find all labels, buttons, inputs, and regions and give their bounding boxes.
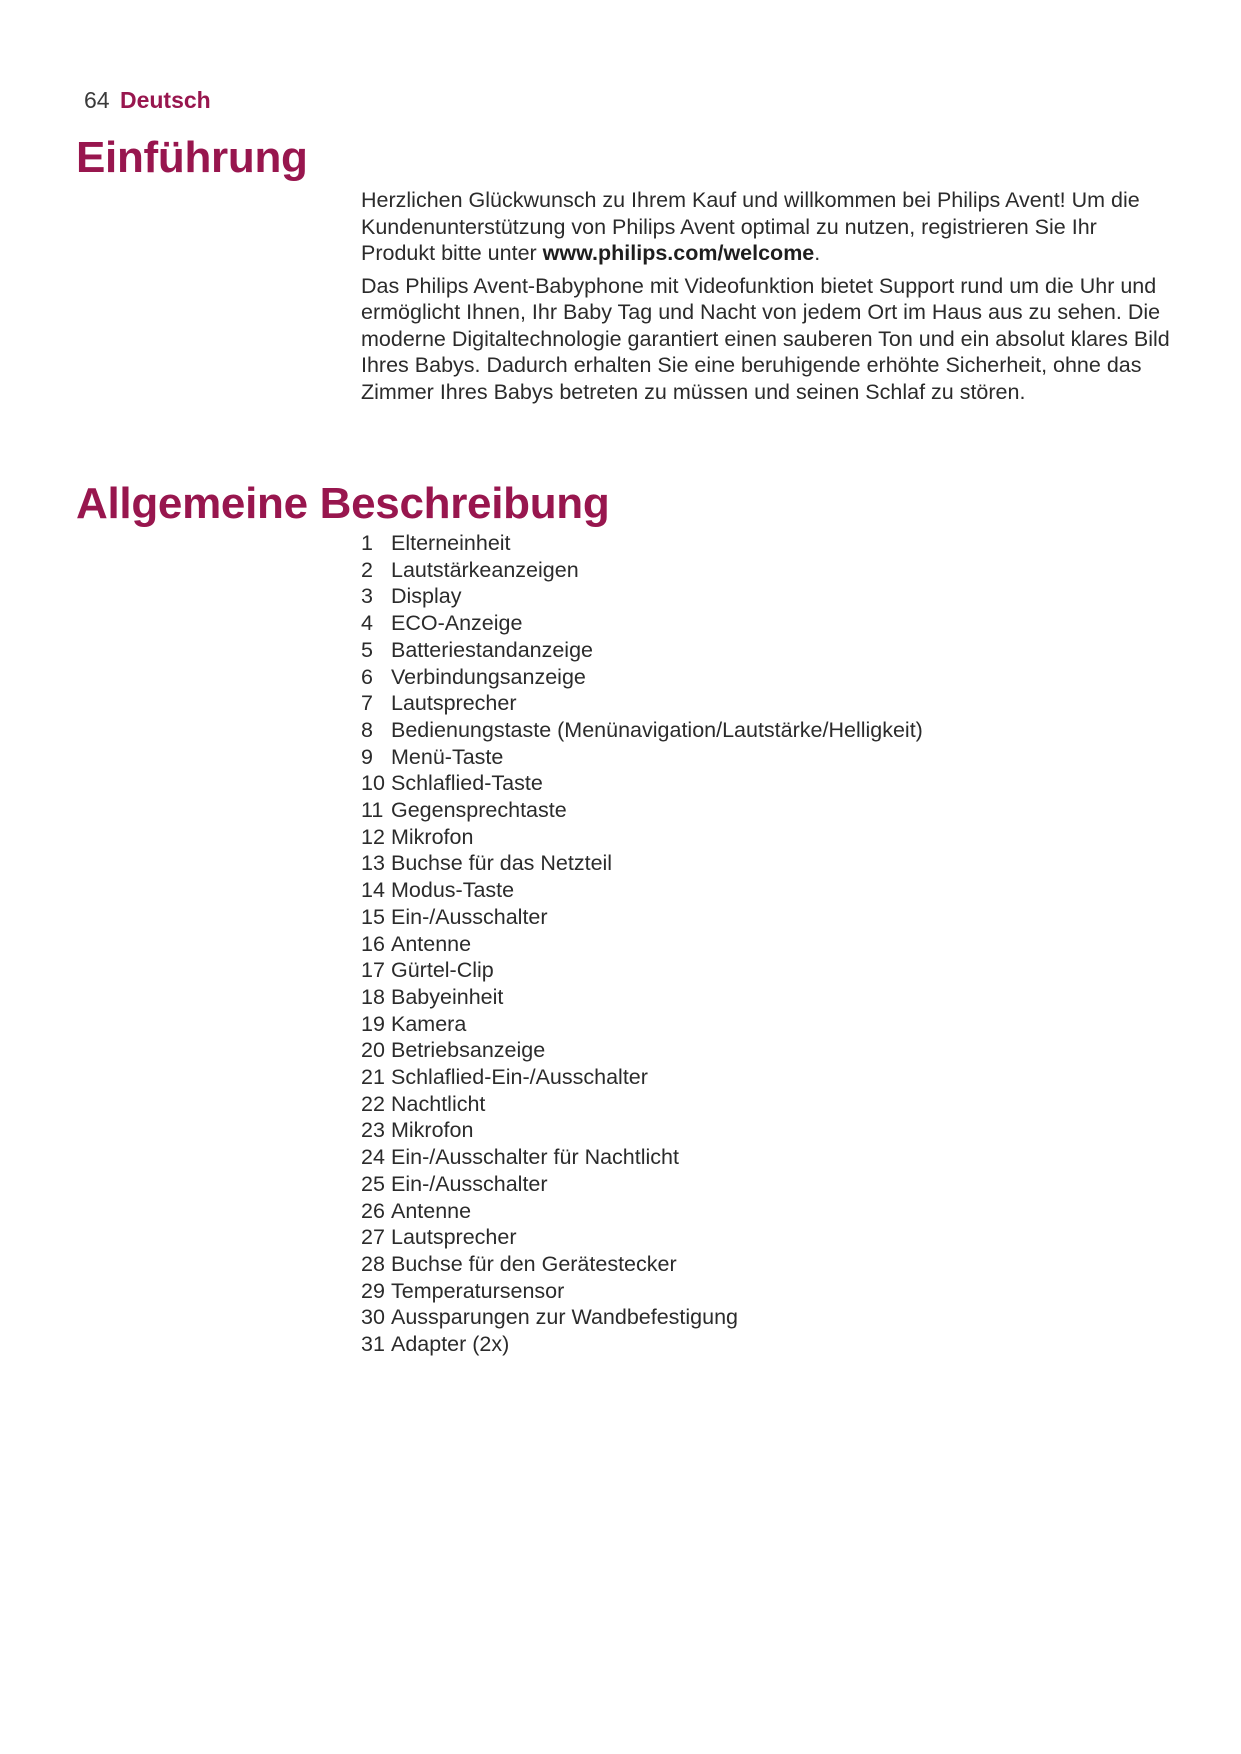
list-item-number: 3 bbox=[361, 584, 373, 609]
list-item-label: Lautsprecher bbox=[391, 1225, 517, 1250]
list-item-label: Schlaflied-Taste bbox=[391, 771, 543, 796]
list-item-number: 31 bbox=[361, 1332, 385, 1357]
list-item bbox=[361, 557, 923, 584]
intro-section bbox=[361, 187, 1171, 411]
list-item-label: Display bbox=[391, 584, 462, 609]
list-item-number: 5 bbox=[361, 637, 373, 662]
list-item bbox=[361, 931, 923, 958]
list-item bbox=[361, 530, 923, 557]
list-item bbox=[361, 984, 923, 1011]
list-item-number: 22 bbox=[361, 1091, 385, 1116]
list-item-label: Menü-Taste bbox=[391, 744, 504, 769]
list-item bbox=[361, 1064, 923, 1091]
page-number: 64 bbox=[84, 87, 110, 113]
list-item-label: ECO-Anzeige bbox=[391, 611, 523, 636]
list-item-number: 24 bbox=[361, 1145, 385, 1170]
list-item-number: 1 bbox=[361, 531, 373, 555]
list-item-number: 26 bbox=[361, 1198, 385, 1223]
list-item-label: Adapter (2x) bbox=[391, 1332, 510, 1357]
list-item-label: Modus-Taste bbox=[391, 878, 515, 903]
list-item bbox=[361, 1331, 923, 1358]
intro-paragraph-1-text: Herzlichen Glückwunsch zu Ihrem Kauf und willkommen bei Philips Avent! Um die Kundenunterstützung von Philips Avent optimal zu nutzen, registrieren Sie Ihr Produkt bitte unter bbox=[361, 188, 1140, 265]
list-item-number: 18 bbox=[361, 984, 385, 1009]
general-description-title: Allgemeine Beschreibung bbox=[76, 479, 610, 528]
list-item bbox=[361, 957, 923, 984]
list-item-number: 20 bbox=[361, 1038, 385, 1063]
list-item-label: Mikrofon bbox=[391, 824, 474, 849]
list-item-label: Antenne bbox=[391, 931, 472, 956]
list-item bbox=[361, 1144, 923, 1171]
list-item bbox=[361, 797, 923, 824]
list-item-number: 12 bbox=[361, 824, 385, 849]
list-item-label: Ein-/Ausschalter für Nachtlicht bbox=[391, 1145, 679, 1170]
list-item-number: 29 bbox=[361, 1278, 385, 1303]
list-item-number: 25 bbox=[361, 1171, 385, 1196]
list-item-label: Nachtlicht bbox=[391, 1091, 486, 1116]
list-item-number: 21 bbox=[361, 1065, 385, 1090]
list-item bbox=[361, 664, 923, 691]
intro-paragraph-2: Das Philips Avent-Babyphone mit Videofunktion bietet Support rund um die Uhr und ermöglicht Ihnen, Ihr Baby Tag und Nacht von jedem Ort im Haus aus zu sehen. Die moderne Digitaltechnologie garantiert einen sauberen Ton und ein absolut klares Bild Ihres Babys. Dadurch erhalten Sie eine beruhigende erhöhte Sicherheit, ohne das Zimmer Ihres Babys betreten zu müssen und seinen Schlaf zu stören. bbox=[361, 273, 1170, 404]
list-item-number: 10 bbox=[361, 771, 385, 796]
list-item bbox=[361, 717, 923, 744]
list-item-label: Temperatursensor bbox=[391, 1278, 565, 1303]
list-item bbox=[361, 1117, 923, 1144]
list-item-label: Elterneinheit bbox=[391, 531, 511, 555]
intro-title: Einführung bbox=[76, 133, 308, 182]
list-item-number: 27 bbox=[361, 1225, 385, 1250]
list-item bbox=[361, 637, 923, 664]
list-item bbox=[361, 1278, 923, 1305]
list-item-label: Ein-/Ausschalter bbox=[391, 1171, 548, 1196]
list-item-number: 14 bbox=[361, 878, 385, 903]
list-item bbox=[361, 1251, 923, 1278]
list-item bbox=[361, 1011, 923, 1038]
list-item-number: 13 bbox=[361, 851, 385, 876]
list-item-label: Schlaflied-Ein-/Ausschalter bbox=[391, 1065, 648, 1090]
list-item-label: Lautsprecher bbox=[391, 691, 517, 716]
list-item-label: Antenne bbox=[391, 1198, 472, 1223]
list-item-number: 4 bbox=[361, 611, 373, 636]
list-item bbox=[361, 770, 923, 797]
list-item-label: Mikrofon bbox=[391, 1118, 474, 1143]
list-item bbox=[361, 850, 923, 877]
list-item-number: 7 bbox=[361, 691, 373, 716]
list-item bbox=[361, 1037, 923, 1064]
list-item-label: Ein-/Ausschalter bbox=[391, 904, 548, 929]
parts-list bbox=[361, 530, 923, 1358]
list-item bbox=[361, 610, 923, 637]
list-item bbox=[361, 1304, 923, 1331]
list-item-label: Aussparungen zur Wandbefestigung bbox=[391, 1305, 739, 1330]
list-item-label: Kamera bbox=[391, 1011, 467, 1036]
intro-paragraph-1-end: . bbox=[814, 241, 821, 265]
list-item-label: Gegensprechtaste bbox=[391, 798, 567, 823]
list-item-number: 9 bbox=[361, 744, 373, 769]
list-item bbox=[361, 904, 923, 931]
list-item bbox=[361, 1224, 923, 1251]
intro-paragraph-1 bbox=[361, 187, 1171, 267]
list-item-number: 28 bbox=[361, 1251, 385, 1276]
list-item bbox=[361, 1198, 923, 1225]
list-item bbox=[361, 583, 923, 610]
list-item bbox=[361, 824, 923, 851]
list-item bbox=[361, 877, 923, 904]
page-language: Deutsch bbox=[119, 87, 211, 113]
list-item-number: 11 bbox=[361, 798, 384, 823]
list-item bbox=[361, 690, 923, 717]
list-item bbox=[361, 1091, 923, 1118]
list-item-number: 30 bbox=[361, 1305, 385, 1330]
list-item bbox=[361, 1171, 923, 1198]
list-item-label: Batteriestandanzeige bbox=[391, 637, 594, 662]
welcome-url-link[interactable]: www.philips.com/welcome bbox=[542, 241, 815, 265]
list-item-number: 8 bbox=[361, 717, 373, 742]
list-item-label: Buchse für den Gerätestecker bbox=[391, 1251, 677, 1276]
list-item-number: 15 bbox=[361, 904, 385, 929]
list-item-label: Betriebsanzeige bbox=[391, 1038, 546, 1063]
list-item bbox=[361, 744, 923, 771]
list-item-number: 16 bbox=[361, 931, 385, 956]
list-item-number: 19 bbox=[361, 1011, 385, 1036]
list-item-label: Babyeinheit bbox=[391, 984, 504, 1009]
list-item-label: Verbindungsanzeige bbox=[391, 664, 586, 689]
list-item-number: 17 bbox=[361, 958, 385, 983]
list-item-label: Gürtel-Clip bbox=[391, 958, 494, 983]
list-item-label: Lautstärkeanzeigen bbox=[391, 557, 579, 582]
list-item-label: Bedienungstaste (Menünavigation/Lautstärke/Helligkeit) bbox=[391, 717, 923, 742]
list-item-label: Buchse für das Netzteil bbox=[391, 851, 613, 876]
list-item-number: 23 bbox=[361, 1118, 385, 1143]
page-header bbox=[84, 84, 211, 116]
list-item-number: 2 bbox=[361, 557, 373, 582]
list-item-number: 6 bbox=[361, 664, 373, 689]
